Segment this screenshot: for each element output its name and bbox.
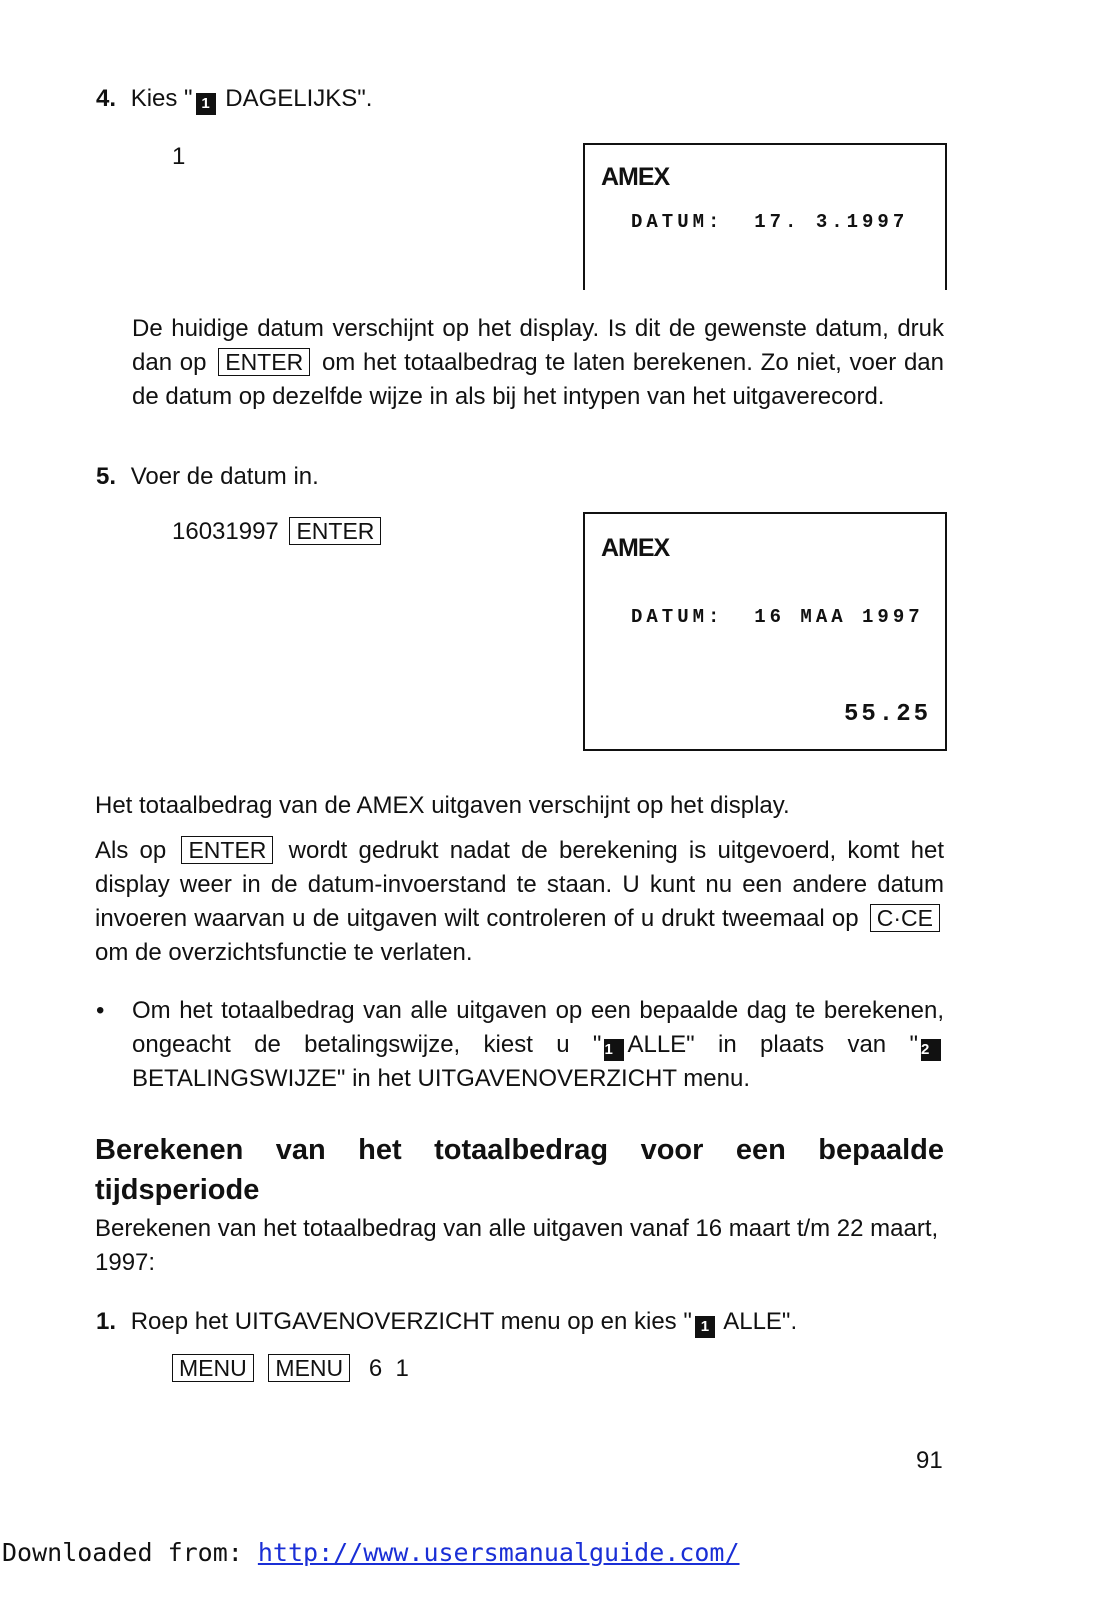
bullet-symbol: • — [96, 997, 105, 1024]
step-1-keys — [168, 1352, 409, 1386]
display-title: AMEX — [601, 163, 670, 191]
section-heading: Berekenen van het totaalbedrag voor een bepaalde tijdsperiode — [95, 1134, 944, 1206]
date-input-digits: 16031997 — [172, 518, 279, 545]
step-number: 4. — [96, 85, 117, 112]
step-text: Voer de datum in. — [130, 463, 319, 490]
key-1-icon: 1 — [695, 1316, 715, 1338]
display-amount: 55.25 — [843, 701, 931, 728]
bullet-text-c: BETALINGSWIJZE" in het UITGAVENOVERZICHT menu. — [132, 1065, 750, 1092]
footer-label: Downloaded from: — [2, 1538, 258, 1567]
step-text-post: DAGELIJKS". — [218, 85, 373, 112]
menu-key: MENU — [172, 1354, 254, 1382]
step-5-input — [172, 515, 385, 549]
para1-text-b: om het totaalbedrag te laten berekenen. Zo niet, voer dan de datum op dezelfde wijze in als bij het intypen van het uitgaverecord. — [132, 349, 945, 410]
page-number: 91 — [916, 1447, 943, 1474]
step-text-pre: Kies " — [130, 85, 193, 112]
key-2-icon: 2 — [921, 1039, 941, 1061]
menu-key: MENU — [268, 1354, 350, 1382]
footer-url-link[interactable]: http://www.usersmanualguide.com/ — [257, 1538, 740, 1567]
para3-text-c: om de overzichtsfunctie te verlaten. — [95, 939, 473, 966]
key-1-icon: 1 — [196, 93, 216, 115]
step-1 — [96, 1305, 797, 1339]
bullet-text-b: ALLE" in plaats van " — [627, 1031, 919, 1058]
enter-key: ENTER — [289, 517, 381, 545]
step-number: 5. — [96, 463, 117, 490]
enter-key: ENTER — [181, 836, 273, 864]
step-5 — [96, 460, 319, 494]
step-text-post: ALLE". — [717, 1308, 798, 1335]
enter-key: ENTER — [218, 348, 310, 376]
step-4 — [96, 82, 372, 116]
paragraph-current-date — [132, 312, 944, 414]
para3-text-a: Als op — [95, 837, 167, 864]
para1-text-a: De huidige datum verschijnt op het display. Is dit de gewenste datum, druk dan op — [132, 315, 944, 376]
paragraph-total-shown: Het totaalbedrag van de AMEX uitgaven verschijnt op het display. — [95, 792, 790, 819]
display-date-line: DATUM: 17. 3.1997 — [631, 211, 909, 233]
paragraph-enter-again — [95, 834, 944, 970]
para3-text-b: wordt gedrukt nadat de berekening is uitgevoerd, komt het display weer in de datum-invoerstand te staan. U kunt nu een andere datum invoeren waarvan u de uitgaven wilt controleren of u drukt tweemaal op — [95, 837, 945, 932]
key-1-icon: 1 — [604, 1039, 624, 1061]
step-text-pre: Roep het UITGAVENOVERZICHT menu op en kies " — [130, 1308, 692, 1335]
display-title: AMEX — [601, 534, 670, 562]
cce-key: C·CE — [870, 904, 940, 932]
key-digits: 6 1 — [368, 1355, 409, 1382]
bullet-text-a: Om het totaalbedrag van alle uitgaven op een bepaalde dag te berekenen, ongeacht de betalingswijze, kiest u " — [132, 997, 944, 1058]
step-4-input: 1 — [172, 143, 186, 170]
bullet-text — [132, 994, 944, 1096]
lcd-display-1 — [583, 143, 947, 290]
display-date-line: DATUM: 16 MAA 1997 — [631, 606, 924, 628]
lcd-display-2 — [583, 512, 947, 751]
download-footer — [2, 1538, 740, 1567]
section-intro: Berekenen van het totaalbedrag van alle uitgaven vanaf 16 maart t/m 22 maart, 1997: — [95, 1215, 939, 1276]
step-number: 1. — [96, 1308, 117, 1335]
